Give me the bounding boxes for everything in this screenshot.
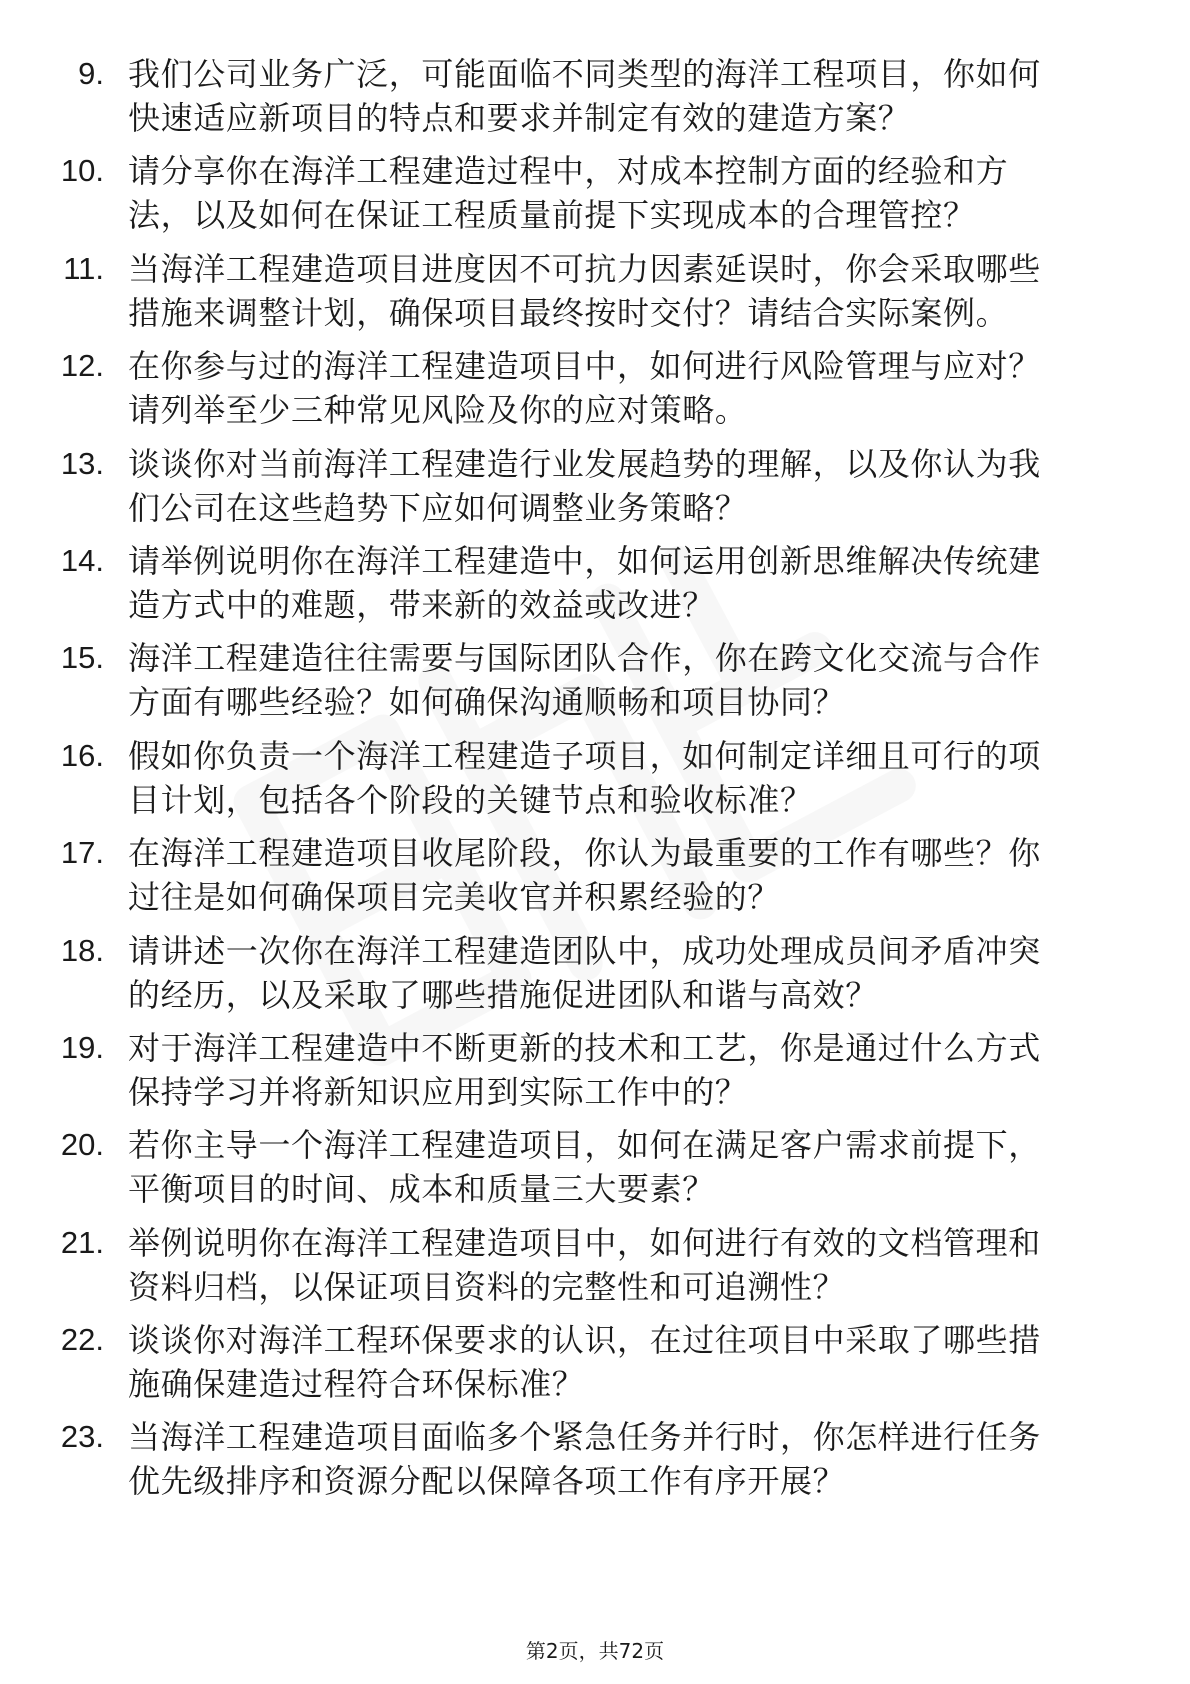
- question-line: 目计划，包括各个阶段的关键节点和验收标准？: [128, 780, 813, 819]
- question-text: [128, 929, 1128, 1017]
- question-number: 16.: [60, 737, 104, 773]
- question-line: 方面有哪些经验？如何确保沟通顺畅和项目协同？: [128, 683, 846, 722]
- question-number: 20.: [60, 1127, 104, 1163]
- question-line: 请分享你在海洋工程建造过程中，对成本控制方面的经验和方: [128, 152, 1009, 191]
- question-line: 请举例说明你在海洋工程建造中，如何运用创新思维解决传统建: [128, 541, 1041, 580]
- question-text: [128, 52, 1128, 140]
- question-item: [0, 1123, 1190, 1220]
- question-item: [0, 149, 1190, 246]
- question-number: 18.: [60, 932, 104, 968]
- question-line: 过往是如何确保项目完美收官并积累经验的？: [128, 878, 781, 917]
- question-line: 施确保建造过程符合环保标准？: [128, 1365, 585, 1404]
- question-line: 在海洋工程建造项目收尾阶段，你认为最重要的工作有哪些？你: [128, 834, 1041, 873]
- question-line: 假如你负责一个海洋工程建造子项目，如何制定详细且可行的项: [128, 736, 1041, 775]
- question-number: 14.: [60, 542, 104, 578]
- question-item: [0, 831, 1190, 928]
- question-line: 造方式中的难题，带来新的效益或改进？: [128, 585, 715, 624]
- question-text: [128, 734, 1128, 822]
- question-line: 请讲述一次你在海洋工程建造团队中，成功处理成员间矛盾冲突: [128, 931, 1041, 970]
- question-line: 请列举至少三种常见风险及你的应对策略。: [128, 391, 748, 430]
- question-text: [128, 1221, 1128, 1309]
- question-line: 资料归档，以保证项目资料的完整性和可追溯性？: [128, 1267, 846, 1306]
- question-text: [128, 149, 1128, 237]
- question-text: [128, 344, 1128, 432]
- question-line: 平衡项目的时间、成本和质量三大要素？: [128, 1170, 715, 1209]
- question-number: 10.: [60, 153, 104, 189]
- question-line: 海洋工程建造往往需要与国际团队合作，你在跨文化交流与合作: [128, 639, 1041, 678]
- question-list: [0, 52, 1190, 1513]
- question-line: 对于海洋工程建造中不断更新的技术和工艺，你是通过什么方式: [128, 1028, 1041, 1067]
- question-line: 当海洋工程建造项目进度因不可抗力因素延误时，你会采取哪些: [128, 249, 1041, 288]
- question-text: [128, 539, 1128, 627]
- question-number: 22.: [60, 1322, 104, 1358]
- question-number: 13.: [60, 445, 104, 481]
- question-item: [0, 1415, 1190, 1512]
- question-line: 优先级排序和资源分配以保障各项工作有序开展？: [128, 1462, 846, 1501]
- question-line: 谈谈你对海洋工程环保要求的认识，在过往项目中采取了哪些措: [128, 1321, 1041, 1360]
- question-line: 措施来调整计划，确保项目最终按时交付？请结合实际案例。: [128, 293, 1009, 332]
- question-line: 在你参与过的海洋工程建造项目中，如何进行风险管理与应对？: [128, 347, 1041, 386]
- question-item: [0, 344, 1190, 441]
- question-number: 17.: [60, 835, 104, 871]
- question-item: [0, 1318, 1190, 1415]
- question-number: 21.: [60, 1224, 104, 1260]
- question-number: 11.: [63, 250, 104, 286]
- question-item: [0, 734, 1190, 831]
- question-item: [0, 247, 1190, 344]
- question-line: 谈谈你对当前海洋工程建造行业发展趋势的理解，以及你认为我: [128, 444, 1041, 483]
- question-number: 15.: [60, 640, 104, 676]
- question-line: 法，以及如何在保证工程质量前提下实现成本的合理管控？: [128, 196, 976, 235]
- question-item: [0, 929, 1190, 1026]
- page-footer: 第2页，共72页: [525, 1639, 665, 1663]
- question-number: 12.: [60, 348, 104, 384]
- question-text: [128, 636, 1128, 724]
- question-line: 我们公司业务广泛，可能面临不同类型的海洋工程项目，你如何: [128, 55, 1041, 93]
- question-text: [128, 1026, 1128, 1114]
- question-text: [128, 831, 1128, 919]
- question-line: 若你主导一个海洋工程建造项目，如何在满足客户需求前提下，: [128, 1126, 1041, 1165]
- question-item: [0, 442, 1190, 539]
- question-item: [0, 1221, 1190, 1318]
- question-number: 19.: [60, 1029, 104, 1065]
- question-item: [0, 52, 1190, 149]
- question-text: [128, 1318, 1128, 1406]
- question-text: [128, 247, 1128, 335]
- question-line: 保持学习并将新知识应用到实际工作中的？: [128, 1072, 748, 1111]
- question-line: 的经历，以及采取了哪些措施促进团队和谐与高效？: [128, 975, 878, 1014]
- question-line: 举例说明你在海洋工程建造项目中，如何进行有效的文档管理和: [128, 1223, 1041, 1262]
- question-line: 们公司在这些趋势下应如何调整业务策略？: [128, 488, 748, 527]
- question-item: [0, 1026, 1190, 1123]
- question-text: [128, 1415, 1128, 1503]
- question-item: [0, 539, 1190, 636]
- question-line: 快速适应新项目的特点和要求并制定有效的建造方案？: [128, 99, 911, 137]
- question-number: 9.: [78, 56, 104, 91]
- question-text: [128, 1123, 1128, 1211]
- question-number: 23.: [60, 1419, 104, 1455]
- question-text: [128, 442, 1128, 530]
- question-item: [0, 636, 1190, 733]
- question-line: 当海洋工程建造项目面临多个紧急任务并行时，你怎样进行任务: [128, 1418, 1041, 1457]
